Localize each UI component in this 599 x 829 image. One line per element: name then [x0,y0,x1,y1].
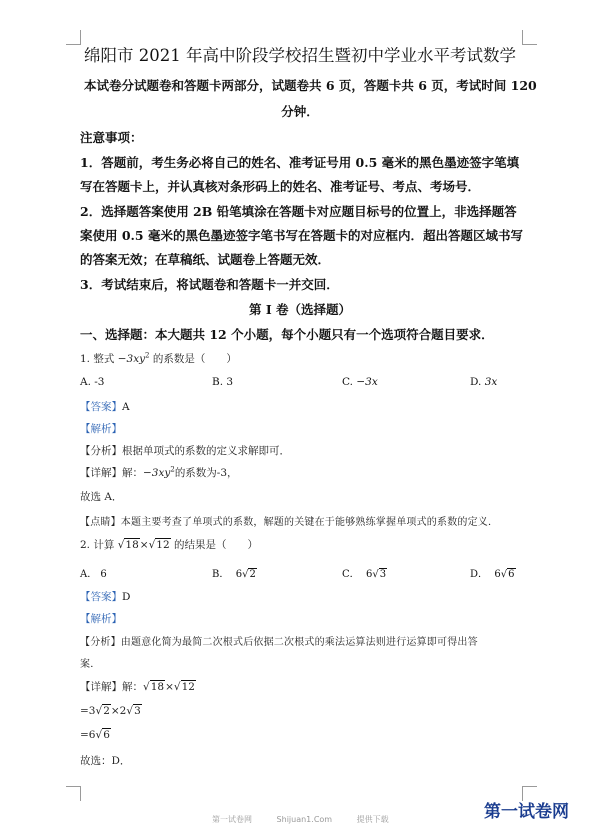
question-1-option-b: B. 3 [212,376,234,388]
question-2-stem [80,537,258,552]
xiangjie-label: 【详解】解： [80,467,143,479]
question-1-xiangjie [80,465,238,480]
question-1-suffix: 的系数是（ ） [152,353,237,365]
question-1-dianjing: 【点睛】本题主要考查了单项式的系数，解题的关键在于能够熟练掌握单项式的系数的定义． [80,517,499,528]
question-2-option-a: A． 6 [80,569,107,580]
step-prefix: =6 [80,729,96,741]
option-sqrt: √2 [242,569,256,580]
times-sign: × [165,681,174,693]
radicand: 12 [156,539,170,551]
question-2-option-d [470,565,516,580]
footer-download-text: 提供下载 [356,815,389,824]
crop-mark-top-left [66,30,81,45]
notice-1-line-2: 写在答题卡上，并认真核对条形码上的姓名、准考证号、考点、考场号． [80,179,481,194]
question-1-stem [80,351,237,366]
footer-site-name: 第一试卷网 [212,815,252,824]
question-1-expr-var: xy [133,353,146,365]
sqrt-12: √12 [173,681,195,693]
question-1-option-c [342,376,378,388]
question-2-conclusion: 故选：D． [80,755,131,767]
answer-label: 【答案】 [80,591,122,603]
question-1-analysis-label: 【解析】 [80,423,122,435]
question-2-prefix: 2. 计算 [80,539,115,551]
notice-2-line-3: 的答案无效；在草稿纸、试题卷上答题无效． [80,252,331,267]
question-1-fenxi: 【分析】根据单项式的系数的定义求解即可． [80,445,290,457]
radicand: 2 [249,569,256,580]
sqrt-18: √18 [117,539,139,551]
intro-line-2: 分钟． [281,104,319,119]
step-sqrt-6: √6 [95,729,110,741]
xiangjie-suffix: 的系数为-3， [174,467,238,479]
answer-value: D [122,591,131,603]
notice-1-line-1: 1．答题前，考生务必将自己的姓名、准考证号用 0.5 毫米的黑色墨迹签字笔填 [80,155,520,170]
radicand: 2 [103,705,110,717]
sqrt-18: √18 [143,681,165,693]
notice-heading: 注意事项： [80,130,143,145]
notice-3: 3．考试结束后，将试题卷和答题卡一并交回． [80,277,339,292]
radicand: 6 [103,729,110,741]
question-2-step-3 [80,729,111,741]
crop-mark-top-right [522,30,537,45]
question-1-expr-exp: 2 [145,351,150,360]
question-1-option-c-expr: −3x [356,376,378,388]
question-1-option-c-label: C. [342,376,357,388]
question-1-option-d [470,376,497,388]
document-title: 绵阳市 2021 年高中阶段学校招生暨初中学业水平考试数学 [84,46,516,65]
step-middle: ×2 [110,705,127,717]
option-coef: 6 [494,569,501,580]
xiangjie-expr: −3xy [143,467,171,479]
question-1-option-d-expr: 3x [484,376,498,388]
radicand: 3 [134,705,141,717]
radicand: 12 [181,681,195,693]
answer-label: 【答案】 [80,401,122,413]
option-label: D． [470,569,489,580]
intro-line-1: 本试卷分试题卷和答题卡两部分，试题卷共 6 页，答题卡共 6 页，考试时间 120 [84,78,537,93]
footer-site-url: Shijuan1.Com [276,815,333,824]
crop-mark-bottom-left [66,786,81,801]
question-1-answer [80,399,130,414]
radicand: 3 [379,569,387,580]
notice-2-line-2: 案使用 0.5 毫米的黑色墨迹签字笔书写在答题卡的对应框内．超出答题区域书写 [80,228,523,243]
question-1-expr-coef: −3 [117,353,134,365]
times-sign: × [139,539,149,551]
xiangjie-label: 【详解】解： [80,681,143,693]
question-1-option-d-label: D. [470,376,485,388]
xiangjie-exp: 2 [170,465,175,474]
step-sqrt-3: √3 [126,705,141,717]
option-coef: 6 [235,569,243,580]
part-title: 第 I 卷（选择题） [248,302,352,317]
option-coef: 6 [366,569,373,580]
sqrt-12: √12 [148,539,170,551]
site-logo: 第一试卷网 [484,802,569,822]
question-2-option-c [342,565,387,580]
radicand: 18 [150,681,165,693]
option-sqrt: √3 [372,569,387,580]
question-2-suffix: 的结果是（ ） [174,539,259,551]
question-2-fenxi-line-2: 案． [80,659,101,670]
question-1-option-a: A. -3 [80,376,105,388]
option-sqrt: √6 [500,569,515,580]
step-prefix: =3 [80,705,96,717]
question-2-fenxi-line-1: 【分析】由题意化简为最简二次根式后依据二次根式的乘法运算法则进行运算即可得出答 [80,637,478,648]
question-2-xiangjie [80,679,196,694]
step-sqrt-2: √2 [95,705,110,717]
radicand: 18 [125,539,139,551]
option-label: B． [212,569,230,580]
question-1-conclusion: 故选 A． [80,491,123,503]
question-2-option-b [212,565,257,580]
section-heading: 一、选择题：本大题共 12 个小题，每个小题只有一个选项符合题目要求． [80,327,494,342]
answer-value: A [122,401,130,413]
option-label: C． [342,569,360,580]
page-footer [212,814,411,825]
question-2-analysis-label: 【解析】 [80,613,122,625]
question-2-answer [80,589,130,604]
question-2-step-2 [80,705,142,717]
question-1-prefix: 1. 整式 [80,353,115,365]
notice-2-line-1: 2．选择题答案使用 2B 铅笔填涂在答题卡对应题目标号的位置上，非选择题答 [80,204,517,219]
radicand: 6 [508,569,515,580]
